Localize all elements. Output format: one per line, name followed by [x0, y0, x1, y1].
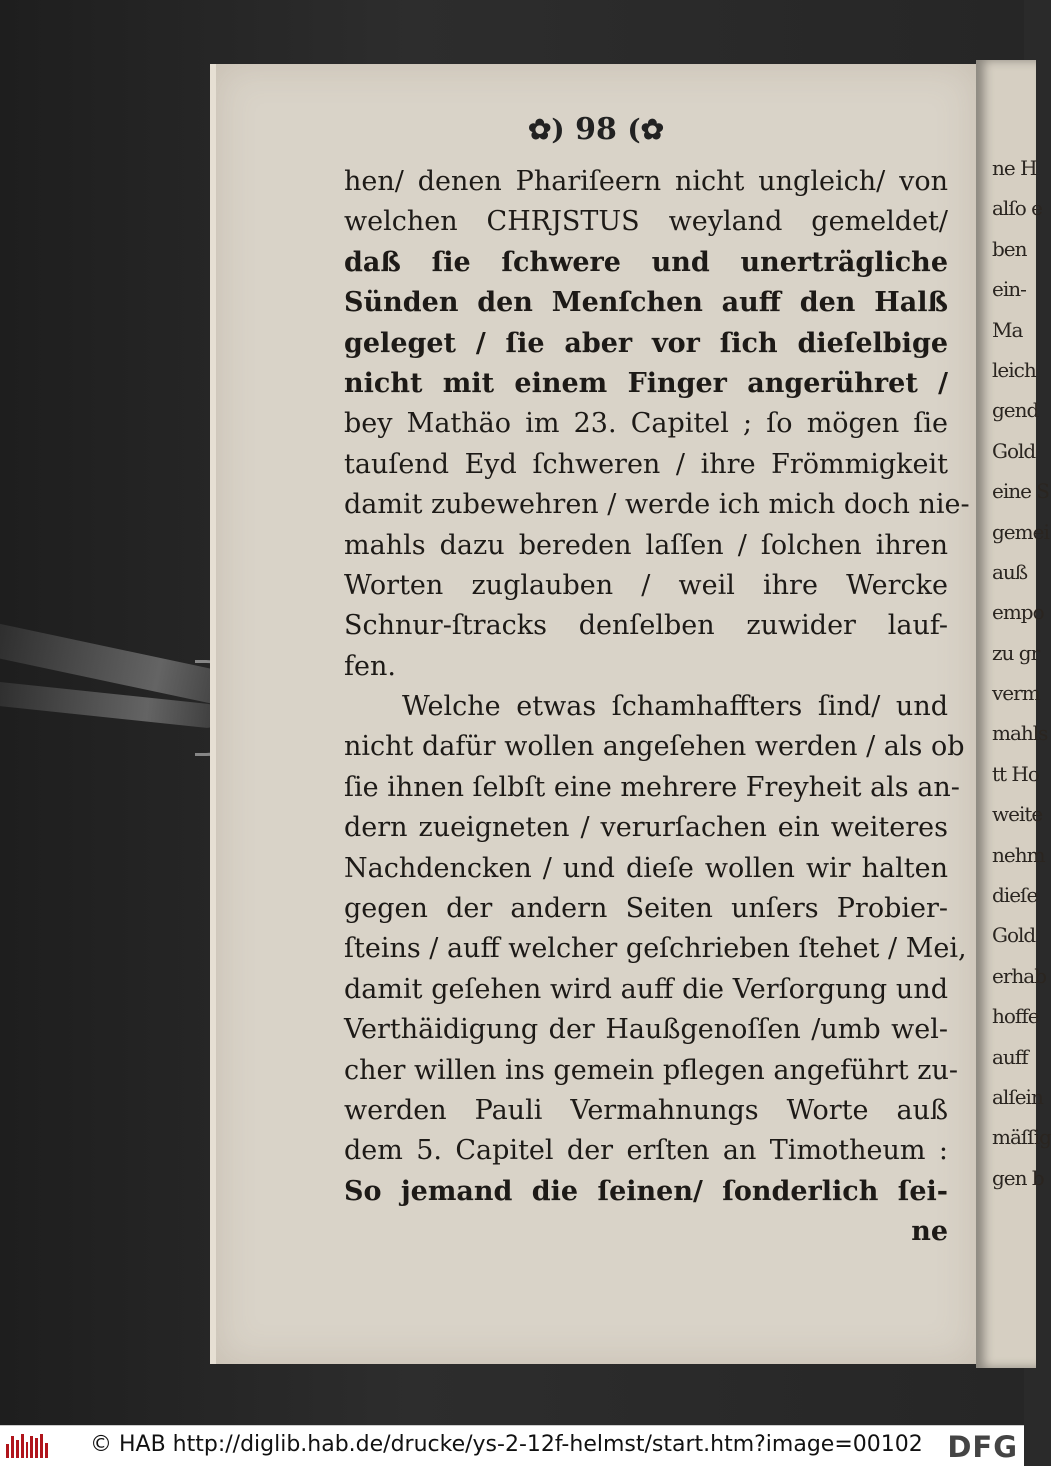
hab-logo-icon: [6, 1434, 48, 1458]
text-line: So jemand die ſeinen/ ſonderlich ſei-: [344, 1175, 948, 1207]
page-header: [216, 112, 976, 147]
text-line: Schnur-ſtracks denſelben zuwider lauf-: [344, 610, 948, 642]
catchword: ne: [911, 1216, 948, 1248]
text-line: ſie ihnen ſelbſt eine mehrere Freyheit als an-: [344, 771, 960, 803]
text-line: geleget / ſie aber vor ſich dieſelbige: [344, 327, 948, 359]
next-page-fragment: auff: [992, 1044, 1028, 1069]
next-page-fragment: gemei: [992, 519, 1049, 544]
next-page-fragment: empo: [992, 600, 1044, 625]
text-line: fen.: [344, 650, 396, 682]
dfg-logo: DFG: [947, 1430, 1018, 1464]
text-line: nicht dafür wollen angeſehen werden / als ob: [344, 731, 965, 763]
next-page-fragment: dieſe: [992, 883, 1038, 908]
page-number: 98: [575, 112, 617, 147]
next-page-fragment: Gold: [992, 923, 1036, 948]
ornament-left-icon: ✿): [527, 113, 565, 146]
text-line: damit geſehen wird auff die Verſorgung und: [344, 973, 948, 1005]
text-line: mahls dazu bereden laſſen / ſolchen ihren: [344, 529, 948, 561]
next-page-fragment: leich: [992, 357, 1036, 382]
ornament-right-icon: (✿: [627, 113, 665, 146]
text-line: gegen der andern Seiten unſers Probier-: [344, 893, 948, 925]
next-page-fragment: gend: [992, 398, 1039, 423]
next-page-fragment: weite: [992, 802, 1043, 827]
text-line: daß ſie ſchwere und unerträgliche: [344, 246, 948, 278]
text-line: welchen CHRJSTUS weyland gemeldet/: [344, 206, 948, 238]
text-line: cher willen ins gemein pflegen angeführt zu-: [344, 1054, 958, 1086]
next-page-fragment: mahls: [992, 721, 1048, 746]
next-page-fragment: alſein: [992, 1084, 1043, 1109]
next-page-fragment: hoffe: [992, 1004, 1039, 1029]
next-page-edge: [976, 60, 1051, 1368]
next-page-fragment: verm: [992, 681, 1040, 706]
text-line: nicht mit einem Finger angerühret /: [344, 367, 948, 399]
text-line: dem 5. Capitel der erſten an Timotheum :: [344, 1135, 948, 1167]
next-page-fragment: Ma: [992, 317, 1023, 342]
viewer-footer: [0, 1425, 1024, 1466]
next-page-fragment: Gold: [992, 438, 1036, 463]
text-line: Welche etwas ſchamhaffters ſind/ und: [402, 691, 948, 723]
next-page-fragment: ben: [992, 236, 1027, 261]
text-line: Nachdencken / und dieſe wollen wir halten: [344, 852, 948, 884]
next-page-fragment: nehm: [992, 842, 1045, 867]
next-page-fragment: eine S: [992, 479, 1050, 504]
next-page-fragment: mäſſig: [992, 1125, 1051, 1150]
text-line: Verthäidigung der Haußgenoſſen /umb wel-: [344, 1014, 948, 1046]
text-line: tauſend Eyd ſchweren / ihre Frömmigkeit: [344, 448, 948, 480]
next-page-fragment: ne H: [992, 156, 1037, 180]
image-source-caption[interactable]: © HAB http://diglib.hab.de/drucke/ys-2-12f-helmst/start.htm?image=00102: [90, 1432, 923, 1457]
text-line: Worten zuglauben / weil ihre Wercke: [344, 569, 948, 601]
next-page-fragment: auß: [992, 559, 1028, 584]
text-line: hen/ denen Phariſeern nicht ungleich/ von: [344, 166, 948, 197]
next-page-fragment: zu gr: [992, 640, 1040, 665]
next-page-fragment: alſo e: [992, 196, 1042, 221]
next-page-fragment: gen b: [992, 1165, 1044, 1190]
next-page-fragment: erhab: [992, 963, 1047, 988]
next-page-fragments: [976, 148, 1051, 1198]
book-page: [210, 64, 976, 1364]
text-line: werden Pauli Vermahnungs Worte auß: [344, 1094, 948, 1126]
text-line: ſteins / auff welcher geſchrieben ſtehet / Mei,: [344, 933, 967, 965]
text-line: Sünden den Menſchen auff den Halß: [344, 287, 948, 319]
next-page-fragment: tt Ho: [992, 761, 1039, 786]
text-line: damit zubewehren / werde ich mich doch nie-: [344, 489, 970, 521]
next-page-fragment: ein-: [992, 277, 1026, 302]
text-line: dern zueigneten / verurſachen ein weiteres: [344, 812, 948, 844]
text-line: bey Mathäo im 23. Capitel ; ſo mögen ſie: [344, 408, 948, 440]
page-text: [344, 162, 970, 1253]
